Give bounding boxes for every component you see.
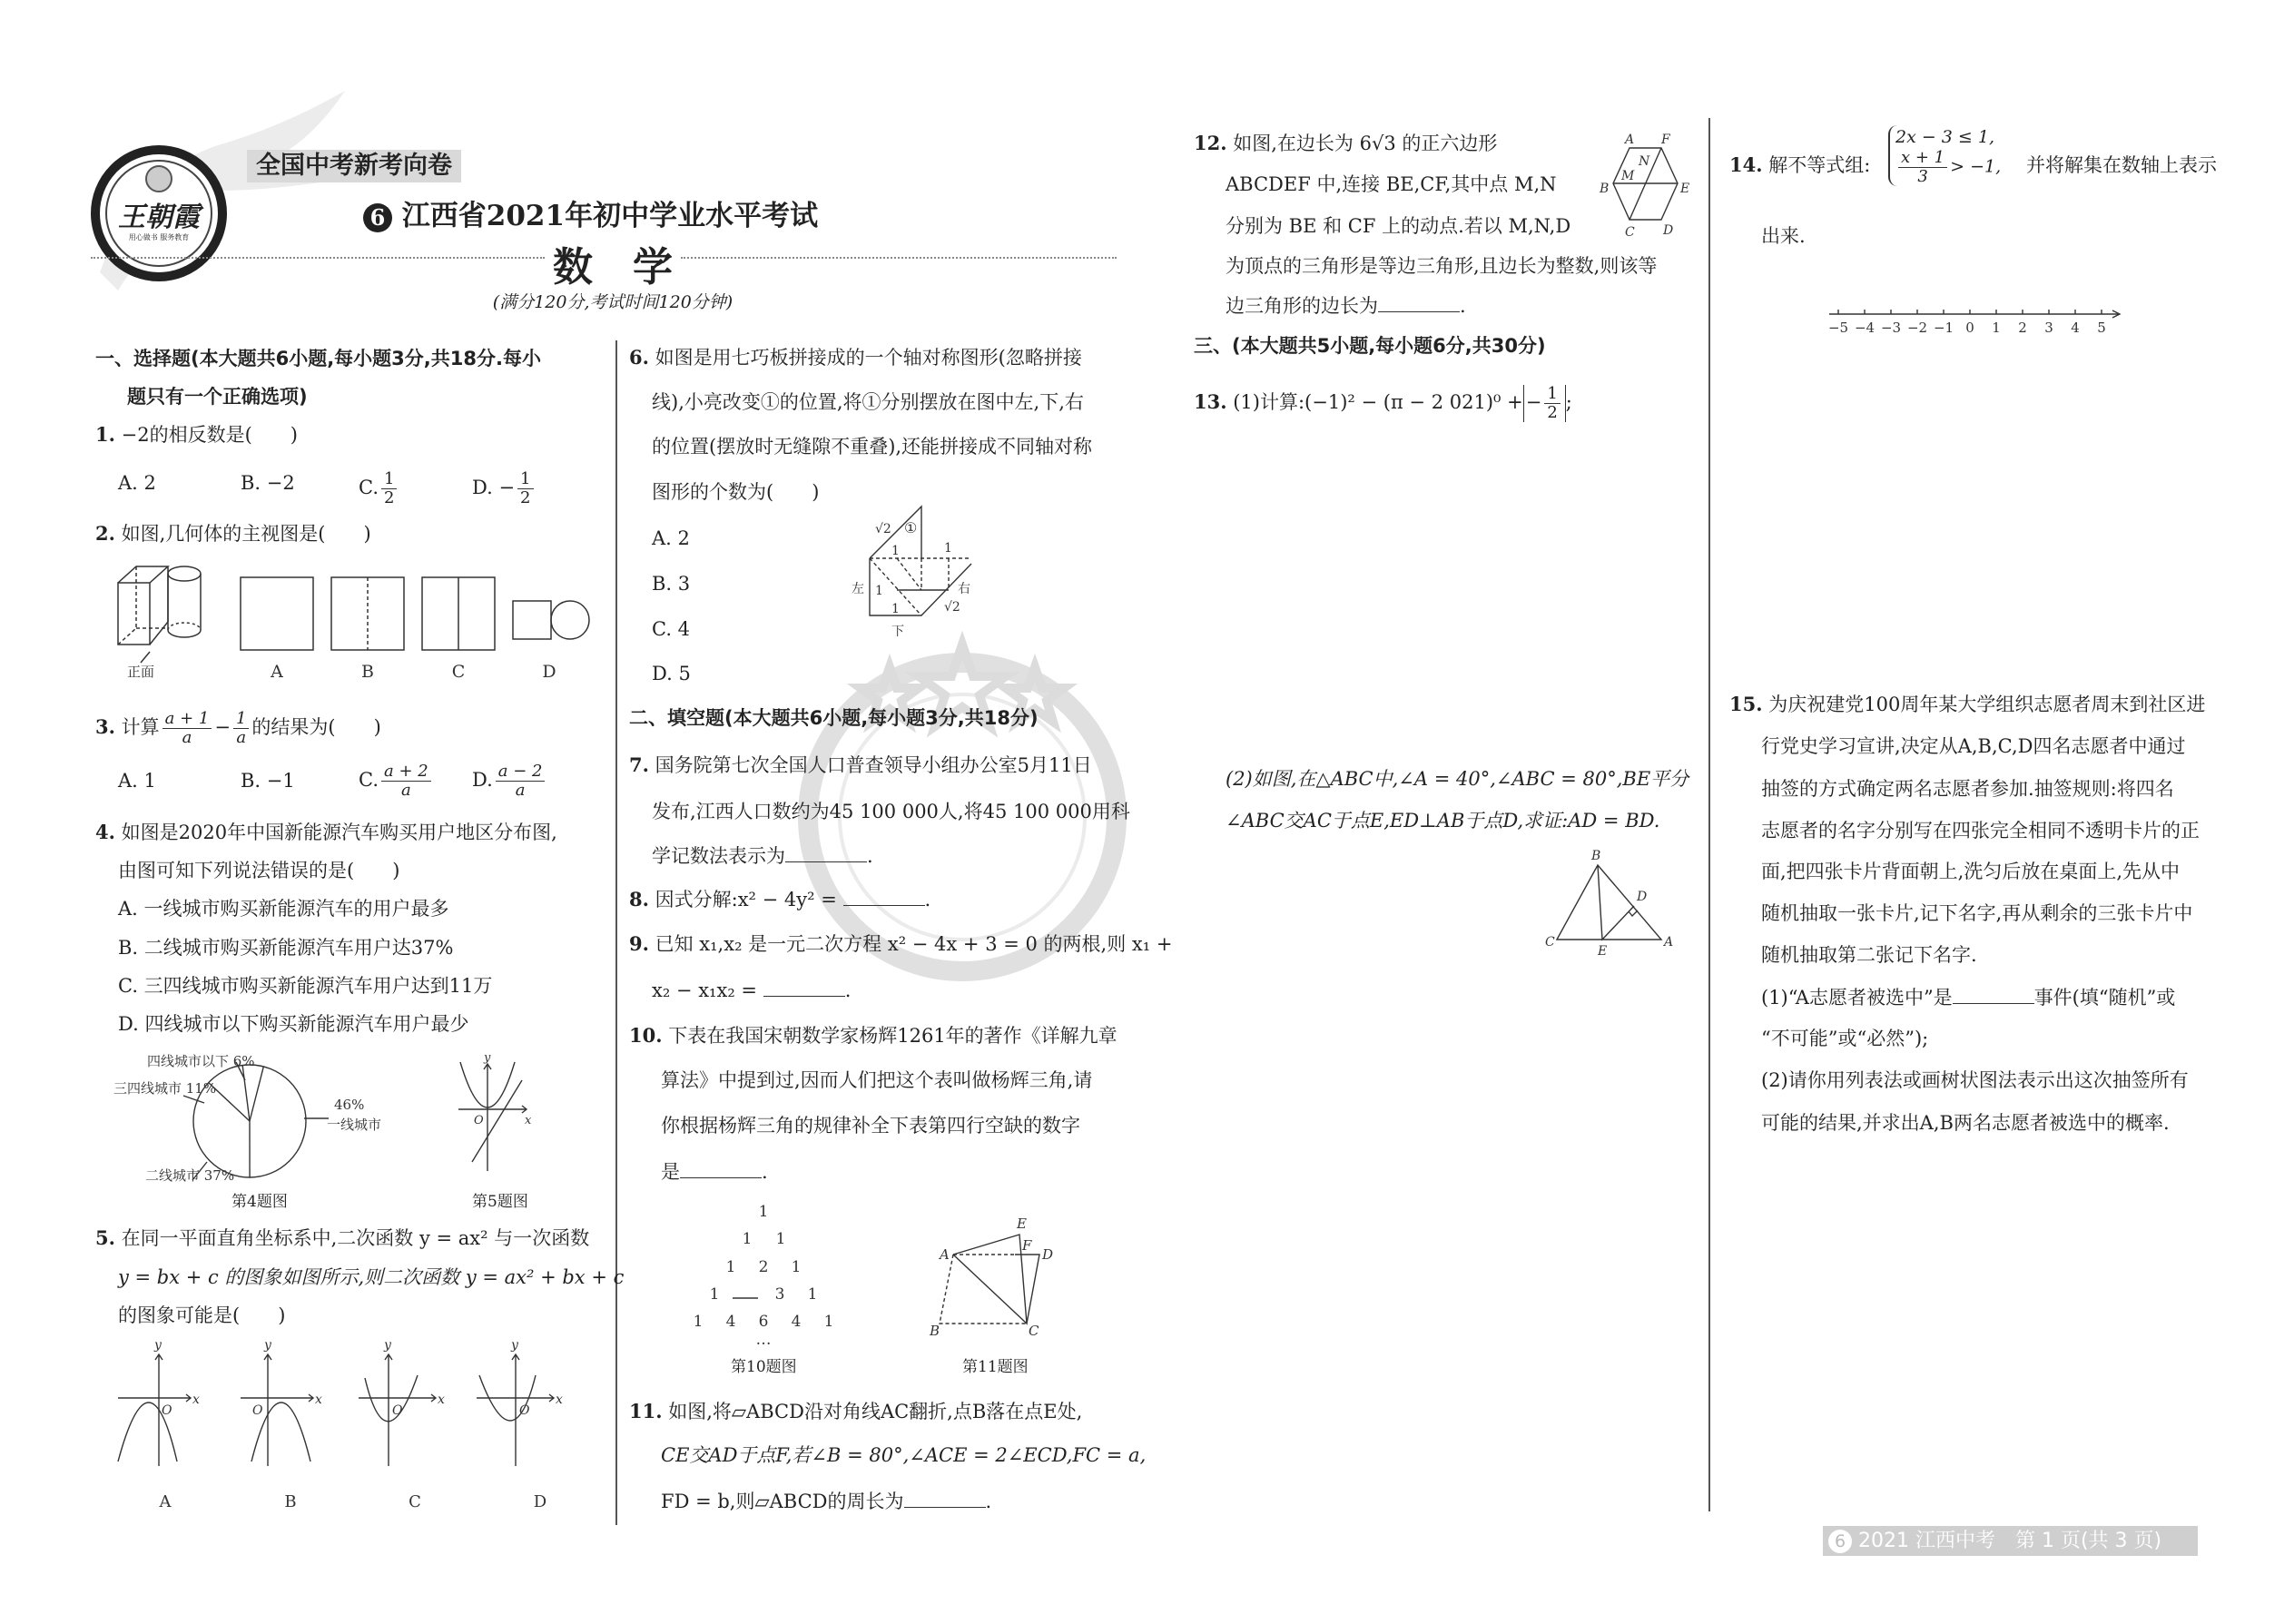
q6-option-b: B. 3 (652, 573, 691, 595)
q8-stem: 8. 因式分解:x² − 4y² = . (629, 888, 931, 910)
q9-answer-blank[interactable] (763, 979, 845, 997)
svg-text:1: 1 (709, 1285, 720, 1304)
q14-stem-2: 出来. (1761, 225, 1806, 247)
svg-text:x: x (525, 1114, 532, 1127)
svg-text:6: 6 (758, 1313, 769, 1331)
number-line-label: −2 (1906, 320, 1928, 336)
section1-title: 一、选择题(本大题共6小题,每小题3分,共18分.每小 (95, 348, 541, 369)
column-divider-2 (1708, 118, 1710, 1511)
q5-graph-d (477, 1354, 554, 1466)
q5-caption: 第5题图 (472, 1193, 528, 1211)
q15-answer-blank[interactable] (1953, 986, 2034, 1004)
q14-stem-end: 并将解集在数轴上表示 (2026, 154, 2217, 176)
q2-option-a-figure (241, 577, 313, 650)
q10-answer-blank[interactable] (680, 1160, 762, 1178)
q1-stem: 1. −2的相反数是( ) (95, 423, 298, 446)
section2-title: 二、填空题(本大题共6小题,每小题3分,共18分) (629, 707, 1039, 729)
svg-text:1: 1 (791, 1258, 802, 1276)
q11-caption: 第11题图 (962, 1358, 1029, 1376)
svg-text:下: 下 (891, 625, 904, 639)
svg-text:x: x (438, 1393, 445, 1407)
q2-figure (100, 554, 599, 690)
svg-text:1: 1 (725, 1258, 736, 1276)
q6-option-d: D. 5 (652, 663, 691, 684)
number-line-label: 0 (1965, 320, 1974, 336)
pie-slice-四线城市以下 (242, 1065, 250, 1121)
q1-option-c: C. $\frac{1}{2}$ (359, 470, 399, 507)
q6-stem: 6. 如图是用七巧板拼接成的一个轴对称图形(忽略拼接 (629, 346, 1082, 369)
svg-text:C: C (1545, 935, 1555, 950)
q10-yanghui-triangle (676, 1194, 849, 1348)
q11-figure (926, 1212, 1071, 1348)
number-line-label: −1 (1933, 320, 1954, 336)
footer-page-info: 2021 江西中考 第 1 页(共 3 页) (1858, 1530, 2162, 1552)
pie-label-first-pct: 46% (334, 1097, 365, 1113)
svg-text:F: F (1661, 133, 1670, 147)
svg-text:C: C (1625, 225, 1635, 240)
svg-text:B: B (1600, 182, 1610, 196)
q15-part1: (1)“A志愿者被选中”是 事件(填“随机”或 (1761, 987, 2176, 1009)
q10-caption: 第10题图 (731, 1358, 797, 1376)
number-line-label: −4 (1854, 320, 1876, 336)
q13-part2: (2)如图,在△ABC中,∠A = 40°,∠ABC = 80°,BE平分 (1226, 768, 1689, 790)
q12-stem-2: ABCDEF 中,连接 BE,CF,其中点 M,N (1226, 173, 1557, 195)
svg-text:A: A (159, 1492, 172, 1511)
q12-stem-4: 为顶点的三角形是等边三角形,且边长为整数,则该等 (1226, 255, 1658, 277)
q15-stem-2: 行党史学习宣讲,决定从A,B,C,D四名志愿者中通过 (1761, 735, 2186, 757)
svg-text:左: 左 (852, 582, 864, 596)
svg-text:①: ① (904, 519, 918, 536)
q11-stem-3: FD = b,则▱ABCD的周长为 . (661, 1491, 992, 1512)
q4-stem: 4. 如图是2020年中国新能源汽车购买用户地区分布图, (95, 821, 557, 843)
svg-text:F: F (1022, 1237, 1032, 1254)
q15-part1-cont: “不可能”或“必然”); (1761, 1028, 1929, 1049)
q14-stem: 14. 解不等式组: (1729, 153, 1871, 176)
svg-text:M: M (1621, 169, 1635, 183)
q11-answer-blank[interactable] (904, 1490, 986, 1508)
svg-text:O: O (392, 1403, 403, 1418)
q2-option-d-figure (513, 601, 589, 639)
number-line-label: −3 (1880, 320, 1902, 336)
footer-exam-number-badge: 6 (1828, 1530, 1852, 1553)
q4-caption: 第4题图 (231, 1193, 288, 1211)
svg-text:1: 1 (875, 584, 883, 598)
q6-stem-4: 图形的个数为( ) (652, 481, 820, 503)
svg-text:y: y (511, 1338, 518, 1353)
q7-stem-3: 学记数法表示为 . (652, 845, 873, 867)
q15-stem-5: 面,把四张卡片背面朝上,洗匀后放在桌面上,先从中 (1761, 861, 2181, 882)
exam-number-badge: 6 (363, 203, 392, 232)
svg-text:1: 1 (693, 1313, 704, 1331)
q13-part2-cont: ∠ABC交AC于点E,ED⊥AB于点D,求证:AD = BD. (1226, 810, 1660, 832)
svg-text:B: B (1591, 849, 1601, 863)
q3-option-b: B. −1 (241, 770, 295, 792)
q5-reference-graph (454, 1053, 554, 1176)
q12-hexagon-figure (1534, 127, 1702, 241)
svg-text:O: O (519, 1403, 530, 1418)
q15-part2: (2)请你用列表法或画树状图法表示出这次抽签所有 (1761, 1069, 2189, 1091)
svg-text:O: O (162, 1403, 172, 1418)
svg-text:2: 2 (758, 1258, 769, 1276)
svg-text:E: E (1017, 1216, 1027, 1232)
number-line-label: 4 (2071, 320, 2080, 336)
svg-text:1: 1 (944, 541, 952, 556)
svg-text:E: E (1598, 944, 1608, 958)
q2-option-c-figure (422, 577, 495, 650)
svg-text:C: C (1029, 1323, 1039, 1339)
q7-stem: 7. 国务院第七次全国人口普查领导小组办公室5月11日 (629, 753, 1092, 776)
q6-stem-3: 的位置(摆放时无缝隙不重叠),还能拼接成不同轴对称 (652, 436, 1093, 458)
q1-option-b: B. −2 (241, 472, 295, 494)
svg-text:D: D (533, 1492, 547, 1511)
number-line-label: 5 (2097, 320, 2106, 336)
q5-stem: 5. 在同一平面直角坐标系中,二次函数 y = ax² 与一次函数 (95, 1226, 590, 1249)
pie-label-first-tier: 一线城市 (327, 1117, 382, 1133)
svg-text:x: x (315, 1393, 322, 1407)
q5-option-graphs (109, 1334, 608, 1516)
q1-option-d: D. − $\frac{1}{2}$ (472, 470, 537, 507)
svg-text:y: y (154, 1338, 162, 1353)
q15-stem-3: 抽签的方式确定两名志愿者参加.抽签规则:将四名 (1761, 778, 2174, 800)
svg-text:4: 4 (791, 1313, 802, 1331)
pie-slice-一线城市 (250, 1067, 263, 1121)
svg-text:4: 4 (725, 1313, 736, 1331)
q3-option-a: A. 1 (118, 770, 156, 792)
number-line-label: 1 (1992, 320, 2001, 336)
pie-label-second-tier: 二线城市 37% (145, 1167, 235, 1184)
q11-stem: 11. 如图,将▱ABCD沿对角线AC翻折,点B落在点E处, (629, 1400, 1083, 1422)
q2-stem: 2. 如图,几何体的主视图是( ) (95, 522, 371, 545)
q15-stem: 15. 为庆祝建党100周年某大学组织志愿者周末到社区进 (1729, 693, 2206, 715)
q2-solid-figure (118, 566, 201, 680)
number-line-label: 2 (2018, 320, 2027, 336)
pie-label-fourth-tier: 四线城市以下 6% (147, 1053, 255, 1069)
svg-text:C: C (409, 1492, 421, 1511)
q12-stem: 12. 如图,在边长为 6√3 的正六边形 (1194, 132, 1498, 154)
svg-text:O: O (474, 1114, 484, 1127)
logo-portrait-icon (145, 165, 172, 192)
q13-part1: 13. (1)计算:(−1)² − (π − 2 021)⁰ + − $\frac{1}{2}$ ; (1194, 384, 1572, 422)
svg-text:D: D (1042, 1246, 1054, 1263)
q14-inequality-system (1888, 125, 2001, 186)
q5-stem-cont: y = bx + c 的图象如图所示,则二次函数 y = ax² + bx + c (118, 1266, 625, 1288)
q1-option-a: A. 2 (118, 472, 156, 494)
q4-option-c: C. 三四线城市购买新能源汽车用户达到11万 (118, 975, 493, 997)
q14-inequality-2: $\frac{x + 1}{3}$ > −1, (1895, 149, 2001, 186)
number-line-label: 3 (2044, 320, 2053, 336)
q5-graph-b (241, 1354, 313, 1466)
svg-text:1: 1 (807, 1285, 818, 1304)
q11-stem-2: CE交AD于点F,若∠B = 80°,∠ACE = 2∠ECD,FC = a, (661, 1444, 1147, 1466)
svg-text:B: B (361, 662, 374, 682)
svg-text:1: 1 (758, 1203, 769, 1221)
q4-option-a: A. 一线城市购买新能源汽车的用户最多 (118, 898, 449, 920)
q10-stem: 10. 下表在我国宋朝数学家杨辉1261年的著作《详解九章 (629, 1024, 1117, 1047)
svg-text:y: y (264, 1338, 271, 1353)
q3-option-c: C. $\frac{a + 2}{a}$ (359, 763, 434, 800)
svg-text:D: D (1637, 890, 1648, 904)
svg-text:D: D (542, 662, 556, 682)
q13-triangle-figure (1534, 844, 1698, 958)
svg-text:x: x (192, 1393, 200, 1407)
q15-stem-6: 随机抽取一张卡片,记下名字,再从剩余的三张卡片中 (1761, 902, 2193, 924)
q10-stem-4: 是 . (661, 1161, 768, 1183)
logo-text: 王朝霞 (118, 202, 200, 233)
svg-text:E: E (1680, 182, 1690, 196)
q7-stem-2: 发布,江西人口数约为45 100 000人,将45 100 000用科 (652, 801, 1130, 822)
q9-stem-2: x₂ − x₁x₂ = . (652, 979, 852, 1001)
q10-stem-2: 算法》中提到过,因而人们把这个表叫做杨辉三角,请 (661, 1069, 1093, 1091)
q3-option-d: D. $\frac{a - 2}{a}$ (472, 763, 547, 800)
q7-answer-blank[interactable] (785, 844, 867, 862)
series-badge: 全国中考新考向卷 (247, 150, 461, 182)
section1-title-cont: 题只有一个正确选项) (127, 386, 308, 408)
subject-title: 数 学 (553, 244, 673, 290)
q14-inequality-1: 2x − 3 ≤ 1, (1895, 127, 1995, 147)
q5-stem-end: 的图象可能是( ) (118, 1304, 286, 1326)
q2-option-b-figure (331, 577, 404, 650)
svg-text:A: A (940, 1246, 950, 1263)
svg-text:…: … (755, 1331, 772, 1348)
q15-stem-4: 志愿者的名字分别写在四张完全相同不透明卡片的正 (1761, 820, 2200, 842)
q8-answer-blank[interactable] (843, 888, 925, 906)
svg-text:y: y (384, 1338, 391, 1353)
exam-subtitle: (满分120分,考试时间120分钟) (492, 292, 733, 312)
exam-title (363, 192, 818, 233)
svg-text:x: x (556, 1393, 563, 1407)
svg-text:B: B (930, 1323, 940, 1339)
logo-slogan: 用心做书 服务教育 (128, 233, 190, 241)
q14-number-line[interactable] (1820, 304, 2129, 340)
q5-graph-a (118, 1354, 191, 1466)
svg-text:√2: √2 (875, 522, 891, 536)
svg-text:√2: √2 (944, 600, 960, 615)
svg-text:O: O (252, 1403, 263, 1418)
svg-text:D: D (1663, 223, 1674, 238)
section3-title: 三、(本大题共5小题,每小题6分,共30分) (1194, 335, 1546, 357)
column-divider-1 (615, 340, 617, 1525)
page-footer (1823, 1526, 2198, 1556)
svg-text:N: N (1639, 154, 1650, 169)
q9-stem: 9. 已知 x₁,x₂ 是一元二次方程 x² − 4x + 3 = 0 的两根,则 x₁ + (629, 932, 1173, 955)
q6-stem-2: 线),小亮改变①的位置,将①分别摆放在图中左,下,右 (652, 391, 1084, 413)
svg-text:右: 右 (958, 582, 970, 596)
q6-tangram-figure (835, 504, 1017, 649)
svg-text:1: 1 (823, 1313, 834, 1331)
q4-stem-cont: 由图可知下列说法错误的是( ) (118, 860, 400, 881)
q12-stem-5: 边三角形的边长为 . (1226, 295, 1466, 317)
svg-text:1: 1 (742, 1230, 753, 1248)
header-divider-right (681, 257, 1117, 259)
svg-text:C: C (451, 662, 466, 682)
number-line-label: −5 (1827, 320, 1849, 336)
svg-text:A: A (1625, 133, 1635, 147)
svg-text:3: 3 (774, 1285, 785, 1304)
svg-text:1: 1 (891, 544, 900, 558)
q15-stem-7: 随机抽取第二张记下名字. (1761, 944, 1977, 966)
q12-answer-blank[interactable] (1378, 294, 1460, 312)
svg-text:正面: 正面 (127, 664, 155, 680)
q15-part2-cont: 可能的结果,并求出A,B两名志愿者被选中的概率. (1761, 1112, 2170, 1134)
svg-text:1: 1 (891, 602, 900, 616)
svg-text:1: 1 (775, 1230, 786, 1248)
q4-option-d: D. 四线城市以下购买新能源汽车用户最少 (118, 1013, 469, 1035)
q6-option-c: C. 4 (652, 618, 691, 640)
svg-text:B: B (284, 1492, 297, 1511)
exam-title-text: 江西省2021年初中学业水平考试 (401, 200, 819, 232)
q6-option-a: A. 2 (652, 527, 690, 549)
svg-text:A: A (271, 662, 283, 682)
q4-option-b: B. 二线城市购买新能源汽车用户达37% (118, 937, 454, 959)
header-divider-left (91, 257, 545, 259)
logo (91, 145, 227, 281)
q10-stem-3: 你根据杨辉三角的规律补全下表第四行空缺的数字 (661, 1115, 1080, 1137)
svg-text:y: y (484, 1053, 491, 1065)
svg-text:A: A (1664, 935, 1674, 950)
q12-stem-3: 分别为 BE 和 CF 上的动点.若以 M,N,D (1226, 215, 1571, 237)
pie-label-third-tier: 三四线城市 11% (113, 1080, 217, 1097)
q3-stem: 3. 计算 $\frac{a + 1}{a}$ − $\frac{1}{a}$ 的结果为( ) (95, 709, 381, 747)
